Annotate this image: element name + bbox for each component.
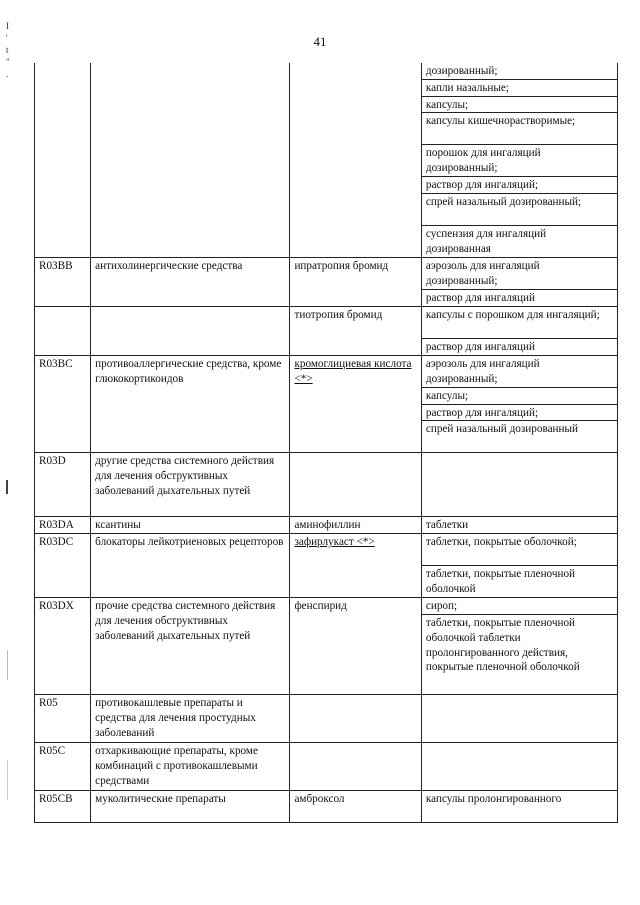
dosage-form-text: аэрозоль для ингаляций дозированный; [425,260,540,287]
dosage-form-cell [421,598,617,615]
dosage-form-cell [421,517,617,534]
dosage-form-cell [421,404,617,421]
group-name-cell [91,534,290,598]
margin-mark: . [6,69,9,79]
dosage-form-text: капсулы пролонгированного [425,792,562,805]
group-name-text: ксантины [95,519,141,532]
atc-code-text: R03BB [39,260,73,273]
table-row [35,517,618,534]
atc-code-text: R03DX [39,600,74,613]
substance-cell [290,453,421,517]
dosage-form-text: капсулы; [425,98,469,111]
dosage-form-cell [421,226,617,258]
substance-text: аминофиллин [294,519,361,532]
substance-text: тиотропия бромид [294,308,383,321]
dosage-form-cell [421,742,617,790]
dosage-form-text: раствор для ингаляций; [425,179,539,192]
substance-cell [290,355,421,453]
table-row [35,453,618,517]
margin-mark: " [6,57,10,67]
scan-margin-marks [6,20,10,80]
substance-cell [290,534,421,598]
atc-code-cell [35,517,91,534]
dosage-form-text: капсулы кишечнорастворимые; [425,115,576,128]
substance-cell [290,517,421,534]
atc-code-cell [35,63,91,258]
table-row [35,306,618,338]
scan-artifact [7,650,8,680]
group-name-cell [91,453,290,517]
substance-text: зафирлукаст <*> [294,536,375,549]
group-name-text: антихолинергические средства [95,260,243,273]
group-name-cell [91,598,290,695]
atc-code-cell [35,598,91,695]
atc-code-cell [35,694,91,742]
table-row [35,598,618,615]
group-name-cell [91,355,290,453]
table-row [35,534,618,566]
atc-code-cell [35,790,91,822]
substance-cell [290,742,421,790]
dosage-form-text: спрей назальный дозированный; [425,196,582,209]
atc-code-text: R05CB [39,792,73,805]
dosage-form-cell [421,790,617,822]
scan-artifact [6,480,8,494]
group-name-text: противокашлевые препараты и средства для лечения простудных заболеваний [95,696,256,739]
dosage-form-cell [421,534,617,566]
dosage-form-cell [421,113,617,145]
atc-code-cell [35,453,91,517]
atc-code-cell [35,258,91,307]
table-row [35,355,618,387]
margin-mark: t [6,45,9,55]
dosage-form-cell [421,79,617,96]
group-name-text: отхаркивающие препараты, кроме комбинаций с противокашлевыми средствами [95,744,258,787]
table-row [35,790,618,822]
group-name-cell [91,517,290,534]
group-name-text: муколитические препараты [95,792,226,805]
dosage-form-text: порошок для ингаляций дозированный; [425,147,541,175]
dosage-form-text: спрей назальный дозированный [425,423,579,436]
substance-cell [290,598,421,695]
dosage-form-text: суспензия для ингаляций дозированная [425,228,547,255]
substance-cell [290,258,421,307]
table-row [35,742,618,790]
atc-code-text: R03DC [39,536,74,549]
dosage-form-cell [421,306,617,338]
dosage-form-cell [421,96,617,113]
drug-list-table [34,63,618,823]
dosage-form-cell [421,338,617,355]
atc-code-cell [35,742,91,790]
dosage-form-cell [421,566,617,598]
dosage-form-cell [421,694,617,742]
dosage-form-text: капли назальные; [425,81,510,94]
substance-text: фенспирид [294,600,347,613]
dosage-form-cell [421,614,617,694]
dosage-form-text: капсулы с порошком для ингаляций; [425,308,600,321]
group-name-cell [91,742,290,790]
dosage-form-cell [421,194,617,226]
atc-code-text: R05 [39,696,58,709]
dosage-form-text: таблетки [425,519,469,532]
dosage-form-text: таблетки, покрытые пленочной оболочкой таблетки пролонгированного действия, покрытые пленочной оболочкой [425,616,580,674]
substance-cell [290,306,421,355]
dosage-form-cell [421,63,617,79]
dosage-form-text: дозированный; [425,65,498,77]
scan-artifact [7,760,8,800]
dosage-form-text: таблетки, покрытые оболочкой; [425,536,577,549]
substance-cell [290,63,421,258]
dosage-form-cell [421,145,617,177]
group-name-cell [91,63,290,258]
dosage-form-cell [421,453,617,517]
group-name-cell [91,306,290,355]
table-row [35,63,618,79]
group-name-text: блокаторы лейкотриеновых рецепторов [95,536,284,549]
atc-code-text: R03D [39,455,66,468]
margin-mark: I [6,21,9,31]
dosage-form-cell [421,387,617,404]
group-name-text: другие средства системного действия для лечения обструктивных заболеваний дыхательных путей [95,455,275,497]
dosage-form-cell [421,421,617,453]
dosage-form-text: капсулы; [425,389,469,402]
atc-code-text: R03BC [39,357,73,370]
substance-text: амброксол [294,792,345,805]
atc-code-cell [35,534,91,598]
atc-code-text: R03DA [39,519,74,532]
dosage-form-cell [421,177,617,194]
dosage-form-text: таблетки, покрытые пленочной оболочкой [425,568,576,595]
margin-mark: ' [6,33,8,43]
dosage-form-cell [421,290,617,307]
substance-text: ипратропия бромид [294,260,389,273]
dosage-form-cell [421,258,617,290]
atc-code-text: R05C [39,744,66,757]
group-name-text: прочие средства системного действия для лечения обструктивных заболеваний дыхательных путей [95,600,276,642]
group-name-cell [91,790,290,822]
group-name-text: противоаллергические средства, кроме глюкокортикоидов [95,357,282,385]
atc-code-cell [35,355,91,453]
dosage-form-text: сироп; [425,600,458,613]
substance-cell [290,694,421,742]
page-number: 41 [313,34,327,49]
group-name-cell [91,694,290,742]
table-body [35,63,618,822]
substance-cell [290,790,421,822]
atc-code-cell [35,306,91,355]
dosage-form-text: раствор для ингаляций [425,340,536,353]
table-row [35,258,618,290]
table-row [35,694,618,742]
dosage-form-text: раствор для ингаляций; [425,406,539,419]
dosage-form-cell [421,355,617,387]
group-name-cell [91,258,290,307]
substance-text: кромоглициевая кислота <*> [294,357,412,385]
dosage-form-text: раствор для ингаляций [425,292,536,305]
dosage-form-text: аэрозоль для ингаляций дозированный; [425,357,540,385]
